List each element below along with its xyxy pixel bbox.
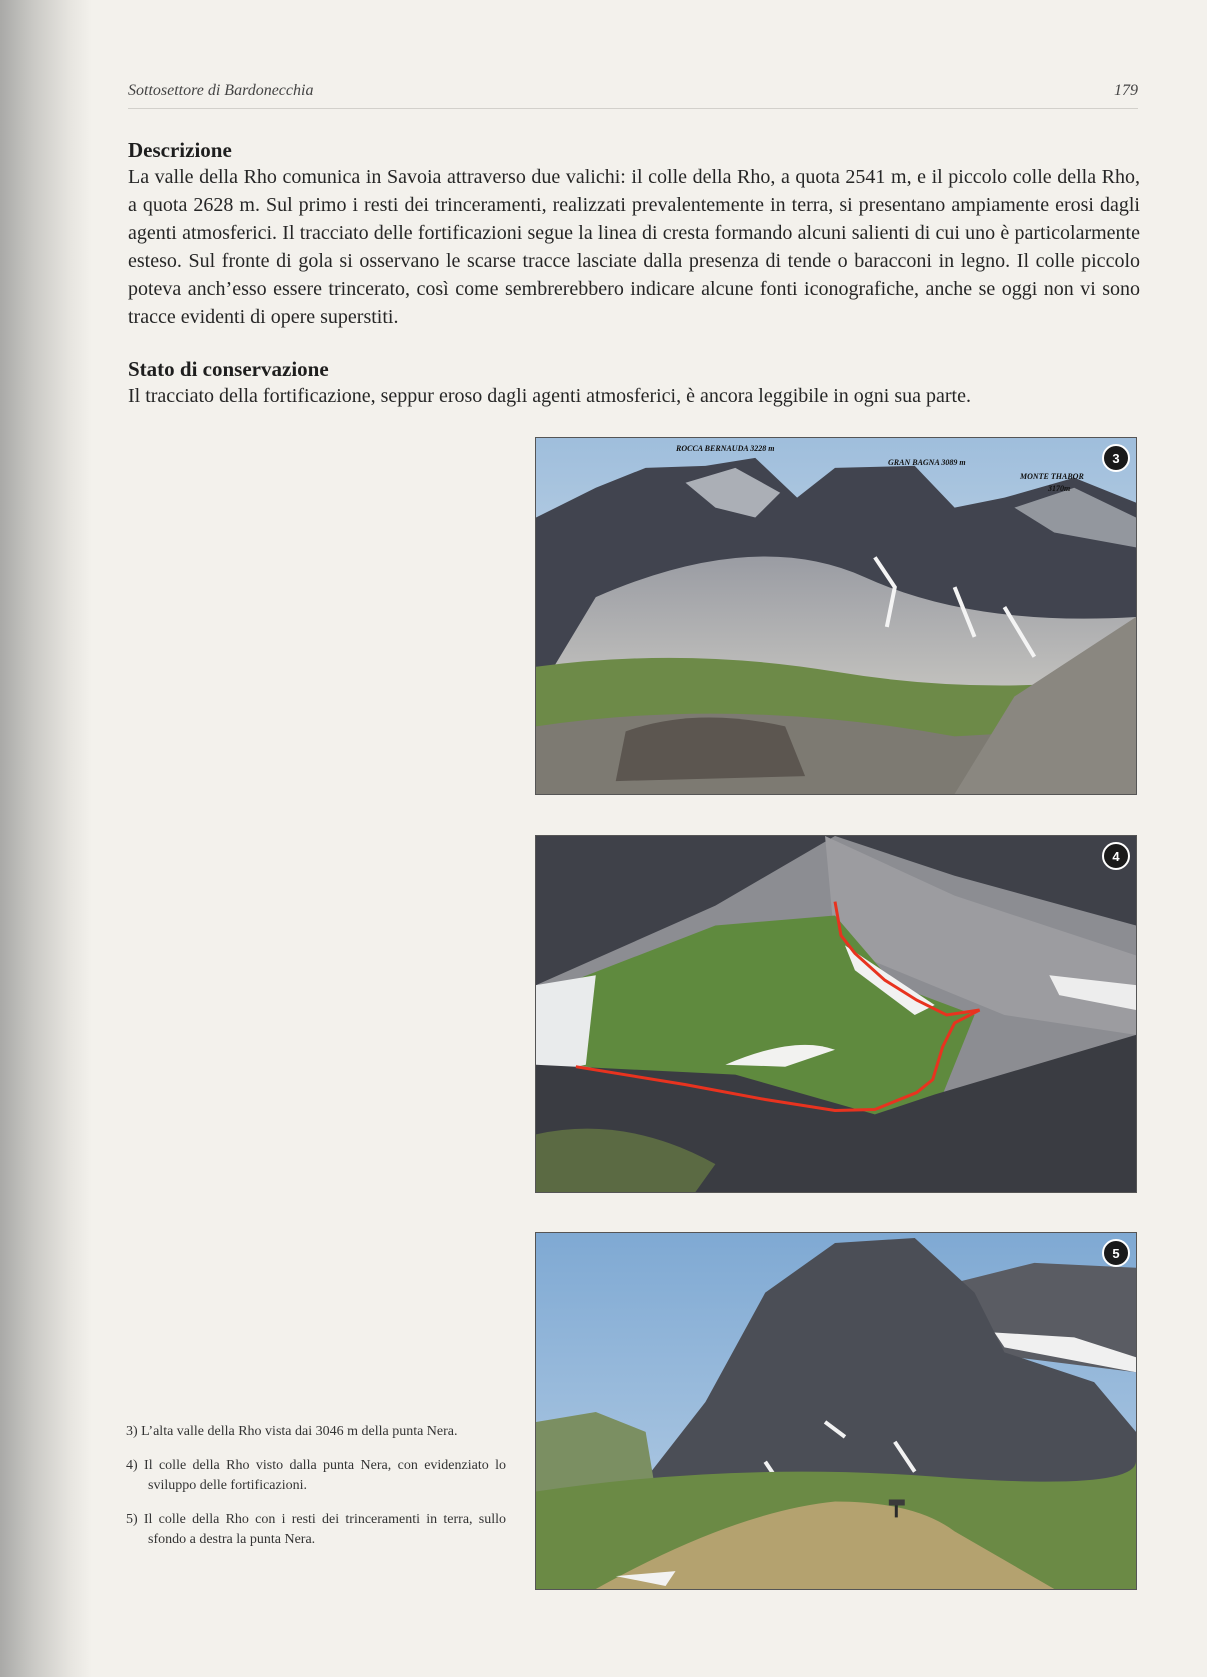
conservazione-heading: Stato di conservazione	[128, 357, 329, 381]
page-number: 179	[1114, 82, 1138, 99]
running-head	[128, 82, 1138, 100]
label-monte-thabor: MONTE THABOR	[1020, 472, 1084, 481]
label-rocca-bernauda: ROCCA BERNAUDA 3228 m	[676, 444, 775, 453]
caption-photo-5: 5) Il colle della Rho con i resti dei trinceramenti in terra, sullo sfondo a destra la punta Nera.	[126, 1512, 506, 1547]
descrizione-heading: Descrizione	[128, 138, 232, 162]
photo-captions	[126, 1422, 506, 1564]
photo-3-image	[536, 438, 1136, 794]
photo-3-number-badge: 3	[1102, 444, 1130, 472]
descrizione-text: La valle della Rho comunica in Savoia attraverso due valichi: il colle della Rho, a quota 2541 m, e il piccolo colle della Rho, a quota 2628 m. Sul primo i resti dei trinceramenti, realizzati prevalentemente in terra, si presentano ampiamente erosi dagli agenti atmosferici. Il tracciato delle fortificazioni segue la linea di cresta formando alcuni salienti di cui uno è particolarmente esteso. Sul fronte di gola si osservano le scarse tracce lasciate dalla presenza di tende o baracconi in legno. Il colle piccolo poteva anch’esso essere trincerato, così come sembrerebbero indicare alcune fonti iconografiche, anche se oggi non vi sono tracce evidenti di opere superstiti.	[128, 166, 1140, 328]
photo-4-number-badge: 4	[1102, 842, 1130, 870]
photo-4-image	[536, 836, 1136, 1192]
photo-5-image	[536, 1233, 1136, 1589]
photo-4	[535, 835, 1137, 1193]
caption-photo-4: 4) Il colle della Rho visto dalla punta Nera, con evidenziato lo sviluppo delle fortificazioni.	[126, 1458, 506, 1493]
binding-shadow	[0, 0, 92, 1677]
photo-5	[535, 1232, 1137, 1590]
descrizione-section	[128, 137, 1140, 331]
conservazione-section	[128, 356, 1140, 410]
label-gran-bagna: GRAN BAGNA 3089 m	[888, 458, 966, 467]
photo-3	[535, 437, 1137, 795]
caption-photo-3: 3) L’alta valle della Rho vista dai 3046 m della punta Nera.	[126, 1424, 458, 1439]
section-title: Sottosettore di Bardonecchia	[128, 82, 314, 99]
conservazione-text: Il tracciato della fortificazione, seppur eroso dagli agenti atmosferici, è ancora leggibile in ogni sua parte.	[128, 385, 971, 407]
label-monte-thabor-altitude: 3170m	[1048, 484, 1071, 493]
header-rule	[128, 108, 1138, 109]
photo-5-number-badge: 5	[1102, 1239, 1130, 1267]
